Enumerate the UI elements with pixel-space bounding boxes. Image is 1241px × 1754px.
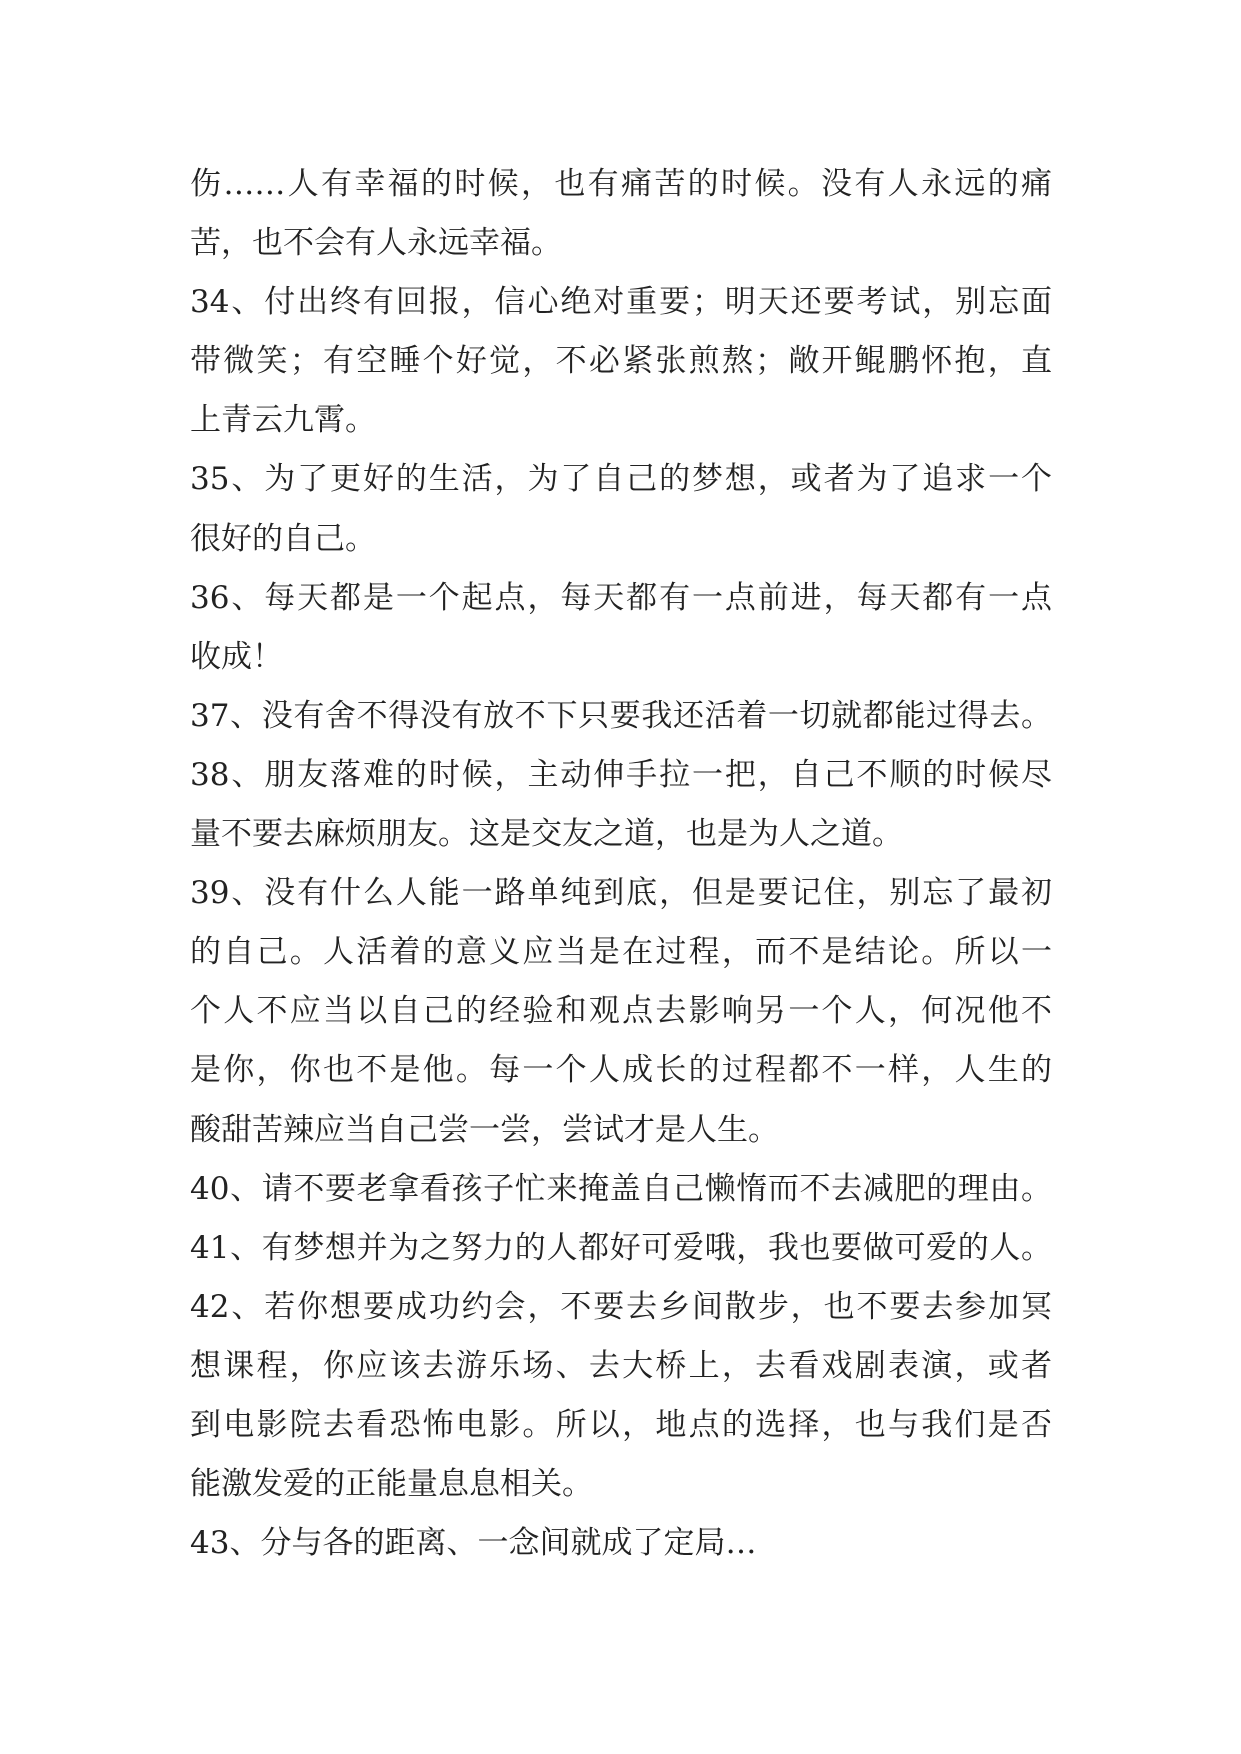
text-line: 34、付出终有回报，信心绝对重要；明天还要考试，别忘面: [190, 284, 1052, 321]
text-line: 40、请不要老拿看孩子忙来掩盖自己懒惰而不去减肥的理由。: [190, 1170, 1052, 1207]
document-body: [190, 155, 1052, 1573]
text-line: 36、每天都是一个起点，每天都有一点前进，每天都有一点: [190, 579, 1052, 616]
text-line: 能激发爱的正能量息息相关。: [190, 1466, 593, 1503]
text-line: 41、有梦想并为之努力的人都好可爱哦，我也要做可爱的人。: [190, 1229, 1052, 1266]
text-line: 上青云九霄。: [190, 402, 376, 439]
text-line: 43、分与各的距离、一念间就成了定局…: [190, 1525, 757, 1562]
text-line: 收成！: [190, 638, 283, 675]
text-line: 的自己。人活着的意义应当是在过程，而不是结论。所以一: [190, 934, 1052, 971]
text-line: 很好的自己。: [190, 520, 376, 557]
text-line: 量不要去麻烦朋友。这是交友之道，也是为人之道。: [190, 816, 903, 853]
text-line: 39、没有什么人能一路单纯到底，但是要记住，别忘了最初: [190, 875, 1052, 912]
text-line: 个人不应当以自己的经验和观点去影响另一个人，何况他不: [190, 993, 1052, 1030]
text-line: 35、为了更好的生活，为了自己的梦想，或者为了追求一个: [190, 461, 1052, 498]
text-line: 酸甜苦辣应当自己尝一尝，尝试才是人生。: [190, 1111, 779, 1148]
text-line: 伤……人有幸福的时候，也有痛苦的时候。没有人永远的痛: [190, 166, 1052, 202]
text-line: 到电影院去看恐怖电影。所以，地点的选择，也与我们是否: [190, 1406, 1052, 1443]
text-line: 带微笑；有空睡个好觉，不必紧张煎熬；敞开鲲鹏怀抱，直: [190, 343, 1052, 380]
text-line: 37、没有舍不得没有放不下只要我还活着一切就都能过得去。: [190, 697, 1052, 734]
text-line: 42、若你想要成功约会，不要去乡间散步，也不要去参加冥: [190, 1288, 1052, 1325]
text-line: 是你，你也不是他。每一个人成长的过程都不一样，人生的: [190, 1052, 1052, 1089]
text-line: 想课程，你应该去游乐场、去大桥上，去看戏剧表演，或者: [190, 1347, 1052, 1384]
text-line: 38、朋友落难的时候，主动伸手拉一把，自己不顺的时候尽: [190, 756, 1052, 793]
text-line: 苦，也不会有人永远幸福。: [190, 225, 562, 262]
